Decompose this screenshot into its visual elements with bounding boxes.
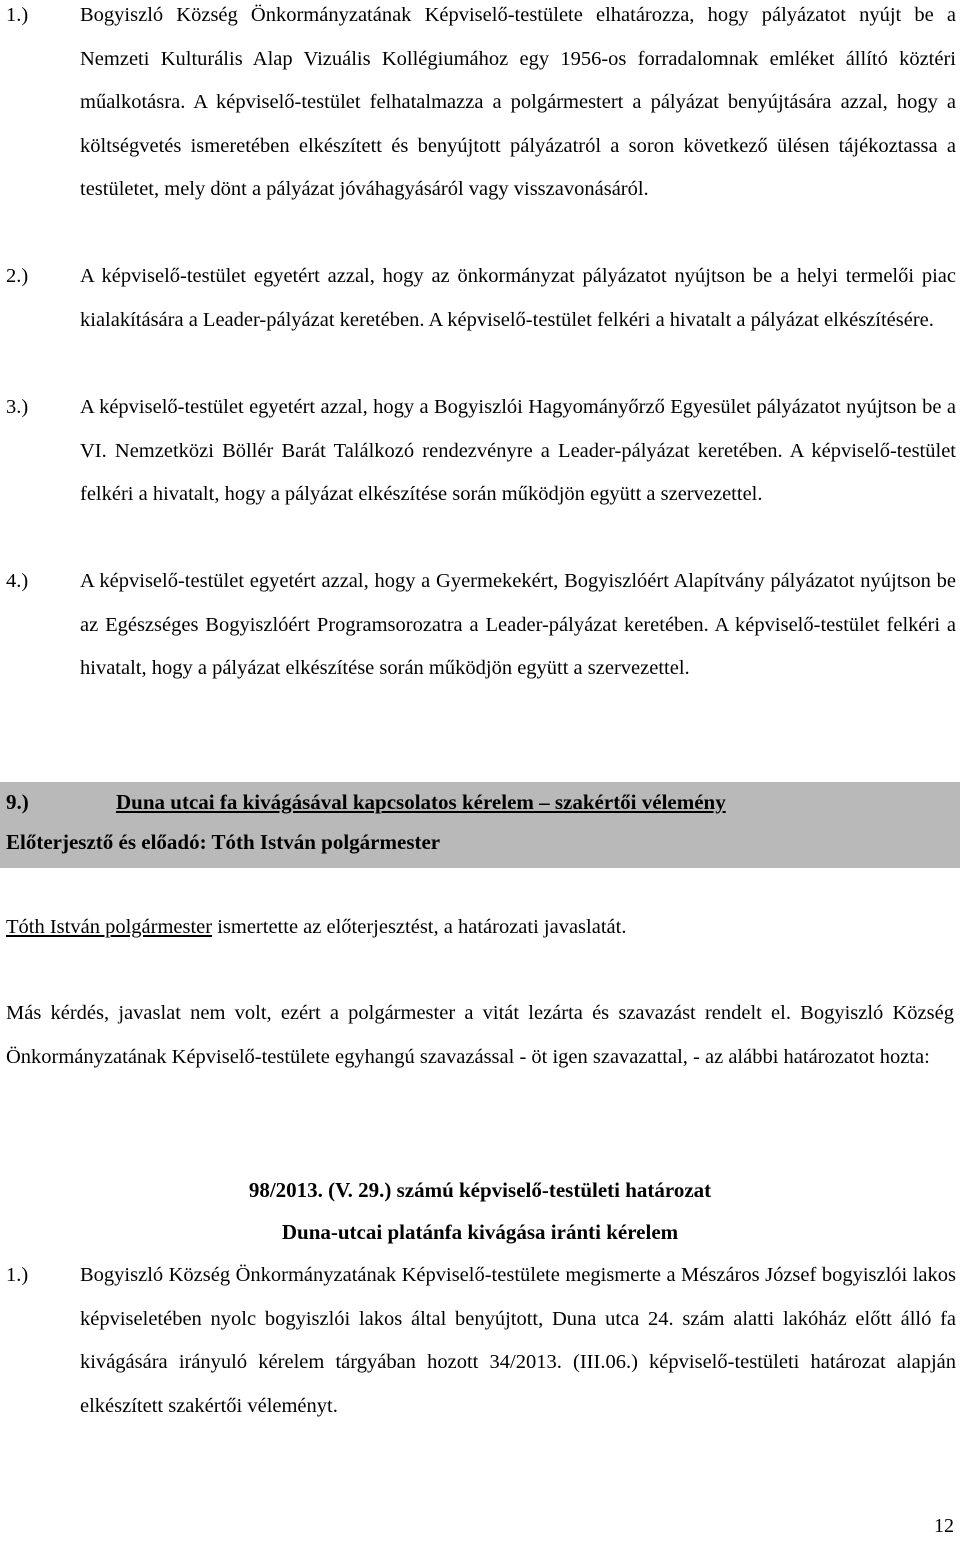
list-item-text: A képviselő-testület egyetért azzal, hogy a Bogyiszlói Hagyományőrző Egyesület pályázatot nyújtson be a VI. Nemzetközi Böllér Barát Találkozó rendezvényre a Leader-pályázat keretében. A képviselő-testület felkéri a hivatalt, hogy a pályázat elkészítése során működjön együtt a szervezettel. xyxy=(80,396,956,505)
section-presenter: Előterjesztő és előadó: Tóth István polgármester xyxy=(6,830,441,854)
section-number: 9.) xyxy=(6,790,29,814)
section-title: Duna utcai fa kivágásával kapcsolatos kérelem – szakértői vélemény xyxy=(116,790,726,814)
section-heading xyxy=(6,784,726,820)
resolution-item-1 xyxy=(6,1254,956,1428)
list-item-3 xyxy=(6,386,956,517)
list-item-4 xyxy=(6,560,956,691)
list-item-number: 1.) xyxy=(6,4,29,26)
list-item-2 xyxy=(6,255,956,342)
list-item-number: 4.) xyxy=(6,570,29,592)
resolution-number: 98/2013. (V. 29.) számú képviselő-testületi határozat xyxy=(248,1178,712,1202)
intro-paragraph xyxy=(6,906,954,950)
vote-paragraph: Más kérdés, javaslat nem volt, ezért a polgármester a vitát lezárta és szavazást rendelt el. Bogyiszló Község Önkormányzatának Képviselő-testülete egyhangú szavazással - öt igen szavazattal, - az alábbi határozatot hozta: xyxy=(6,1002,954,1068)
resolution-title: Duna-utcai platánfa kivágása iránti kérelem xyxy=(281,1220,679,1244)
list-item-text: Bogyiszló Község Önkormányzatának Képviselő-testülete megismerte a Mészáros József bogyiszlói lakos képviseletében nyolc bogyiszlói lakos által benyújtott, Duna utca 24. szám alatti lakóház előtt álló fa kivágására irányuló kérelem tárgyában hozott 34/2013. (III.06.) képviselő-testületi határozat alapján elkészített szakértői véleményt. xyxy=(80,1264,956,1417)
list-item-1 xyxy=(6,0,956,212)
list-item-number: 1.) xyxy=(6,1264,29,1286)
list-item-number: 3.) xyxy=(6,396,29,418)
agenda-section-header xyxy=(0,782,960,868)
list-item-text: A képviselő-testület egyetért azzal, hogy az önkormányzat pályázatot nyújtson be a helyi termelői piac kialakítására a Leader-pályázat keretében. A képviselő-testület felkéri a hivatalt a pályázat elkészítésére. xyxy=(80,265,956,331)
speaker-name: Tóth István polgármester xyxy=(6,916,213,938)
intro-text: ismertette az előterjesztést, a határozati javaslatát. xyxy=(212,916,627,938)
page-number: 12 xyxy=(934,1515,954,1537)
list-item-text: Bogyiszló Község Önkormányzatának Képviselő-testülete elhatározza, hogy pályázatot nyújt be a Nemzeti Kulturális Alap Vizuális Kollégiumához egy 1956-os forradalomnak emléket állító köztéri műalkotásra. A képviselő-testület felhatalmazza a polgármestert a pályázat benyújtására azzal, hogy a költségvetés ismeretében elkészített és benyújtott pályázatról a soron következő ülésen tájékoztassa a testületet, mely dönt a pályázat jóváhagyásáról vagy visszavonásáról. xyxy=(80,4,956,200)
list-item-text: A képviselő-testület egyetért azzal, hogy a Gyermekekért, Bogyiszlóért Alapítvány pályázatot nyújtson be az Egészséges Bogyiszlóért Programsorozatra a Leader-pályázat keretében. A képviselő-testület felkéri a hivatalt, hogy a pályázat elkészítése során működjön együtt a szervezettel. xyxy=(80,570,956,679)
list-item-number: 2.) xyxy=(6,265,29,287)
